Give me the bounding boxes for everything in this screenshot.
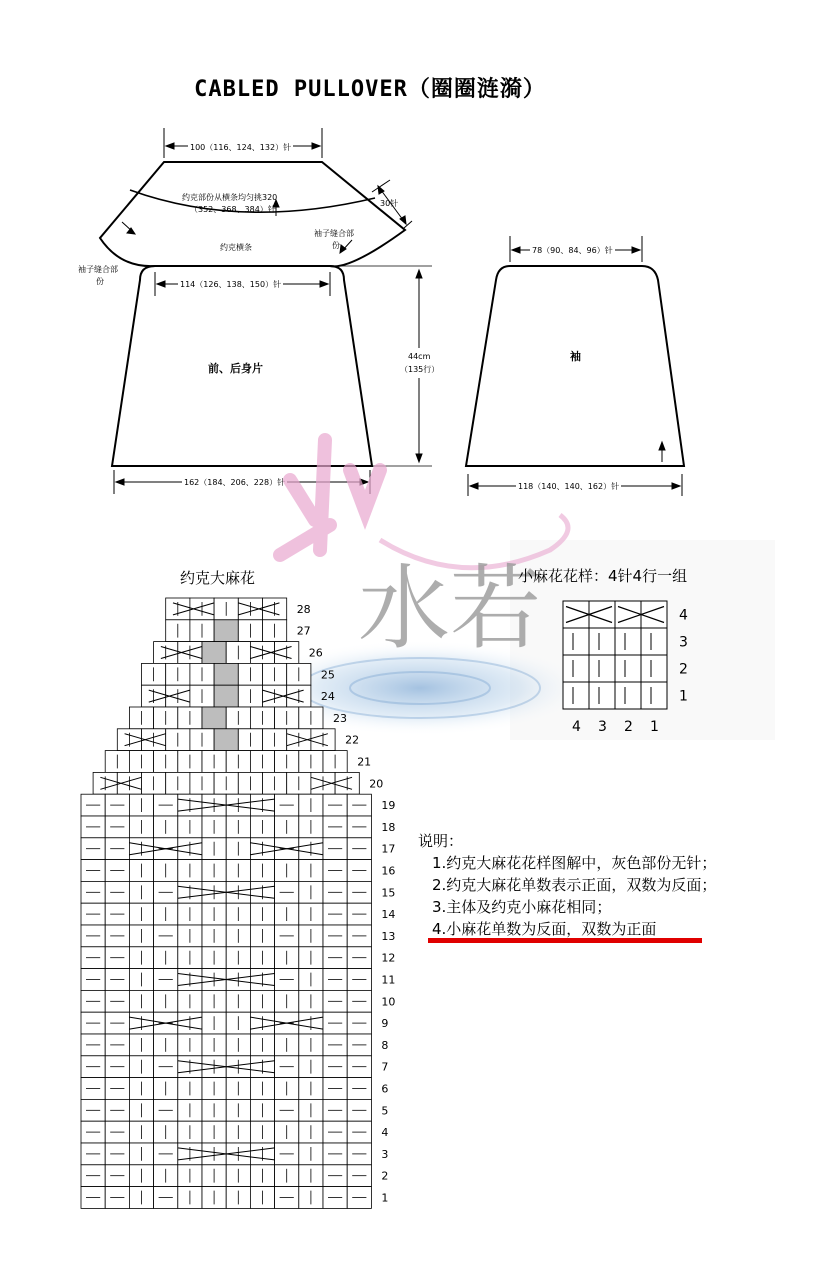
- small-col-label: 3: [598, 719, 607, 735]
- chart-cell: [202, 642, 226, 664]
- small-chart-cell: [563, 628, 589, 655]
- small-chart-cell: [563, 682, 589, 709]
- big-cable-chart: [0, 590, 420, 1230]
- small-chart-cell: [615, 682, 641, 709]
- row-number-label: 26: [308, 646, 323, 660]
- row-number-label: 15: [381, 886, 396, 900]
- notes-block: [418, 830, 716, 940]
- sleeve-seam-left-label-2: 份: [96, 277, 104, 286]
- yoke-pickup-label-1: 约克部份从横条均匀挑320: [182, 193, 278, 202]
- row-number-label: 11: [381, 973, 396, 987]
- sleeve-top-width-label: 78（90、84、96）针: [532, 246, 613, 255]
- row-number-label: 13: [381, 929, 396, 943]
- small-chart-cell: [615, 628, 641, 655]
- small-chart-cell: [641, 628, 667, 655]
- row-number-label: 23: [333, 711, 347, 725]
- row-number-label: 28: [296, 602, 311, 616]
- row-number-label: 9: [381, 1017, 389, 1031]
- note-item-2: 2.约克大麻花单数表示正面，双数为反面；: [432, 876, 717, 894]
- small-chart-cell: [615, 655, 641, 682]
- small-chart-cell: [615, 601, 641, 628]
- note-item-4: 4.小麻花单数为反面，双数为正面: [432, 920, 657, 938]
- small-chart-cell: [589, 682, 615, 709]
- row-number-label: 24: [320, 690, 335, 704]
- chart-cell: [214, 685, 238, 707]
- body-top-width-label: 114（126、138、150）针: [180, 280, 282, 289]
- body-length-label-1: 44cm: [408, 352, 431, 361]
- yoke-depth-label: 30针: [380, 199, 399, 208]
- small-chart-cell: [589, 655, 615, 682]
- notes-heading: 说明：: [418, 832, 464, 850]
- small-col-label: 2: [624, 719, 633, 735]
- small-chart-cell: [641, 655, 667, 682]
- sleeve-bottom-width-label: 118（140、140、162）针: [518, 482, 620, 491]
- small-row-label: 1: [679, 688, 688, 705]
- note-item-1: 1.约克大麻花花样图解中，灰色部份无针；: [432, 854, 717, 872]
- small-row-label: 3: [679, 634, 688, 651]
- watermark-text: 水若: [358, 555, 543, 662]
- chart-cell: [214, 663, 238, 685]
- body-label: 前、后身片: [208, 362, 263, 375]
- small-row-label: 2: [679, 661, 688, 678]
- sleeve-seam-left-label-1: 袖子缝合部: [78, 265, 118, 274]
- row-number-label: 27: [296, 624, 311, 638]
- row-number-label: 22: [345, 733, 360, 747]
- note-highlight-underline: [428, 938, 702, 943]
- sleeve-label: 袖: [570, 350, 581, 363]
- row-number-label: 18: [381, 820, 396, 834]
- small-chart-cell: [563, 655, 589, 682]
- row-number-label: 25: [320, 668, 335, 682]
- small-chart-cell: [641, 601, 667, 628]
- yoke-pickup-label-2: （352、368、384）针: [190, 205, 276, 214]
- row-number-label: 12: [381, 951, 396, 965]
- row-number-label: 10: [381, 995, 396, 1009]
- small-chart-cell: [641, 682, 667, 709]
- small-row-label: 4: [679, 607, 688, 624]
- small-col-label: 1: [650, 719, 659, 735]
- row-number-label: 3: [381, 1147, 389, 1161]
- row-number-label: 17: [381, 842, 396, 856]
- row-number-label: 16: [381, 864, 396, 878]
- row-number-label: 19: [381, 799, 396, 813]
- chart-cell: [202, 707, 226, 729]
- body-bottom-width-label: 162（184、206、228）针: [184, 478, 286, 487]
- row-number-label: 20: [369, 777, 384, 791]
- small-cable-chart: [555, 595, 705, 740]
- row-number-label: 21: [357, 755, 372, 769]
- row-number-label: 5: [381, 1104, 389, 1118]
- small-chart-title: 小麻花花样：4针4行一组: [518, 567, 688, 585]
- small-chart-cell: [589, 628, 615, 655]
- sleeve-seam-right-label-2: 份: [332, 241, 340, 250]
- row-number-label: 8: [381, 1038, 389, 1052]
- body-length-label-2: （135行）: [400, 365, 440, 374]
- row-number-label: 2: [381, 1169, 389, 1183]
- chart-cell: [214, 729, 238, 751]
- small-chart-cell: [589, 601, 615, 628]
- note-item-3: 3.主体及约克小麻花相同；: [432, 898, 612, 916]
- row-number-label: 7: [381, 1060, 389, 1074]
- sleeve-seam-right-label-1: 袖子缝合部: [314, 229, 354, 238]
- yoke-band-label: 约克横条: [220, 243, 252, 252]
- big-chart-title: 约克大麻花: [180, 569, 256, 587]
- chart-cell: [214, 620, 238, 642]
- row-number-label: 4: [381, 1126, 389, 1140]
- row-number-label: 14: [381, 908, 396, 922]
- row-number-label: 6: [381, 1082, 389, 1096]
- pattern-title: CABLED PULLOVER（圈圈涟漪）: [194, 77, 546, 102]
- small-chart-cell: [563, 601, 589, 628]
- row-number-label: 1: [381, 1191, 389, 1205]
- small-col-label: 4: [572, 719, 581, 735]
- neck-width-label: 100（116、124、132）针: [190, 143, 292, 152]
